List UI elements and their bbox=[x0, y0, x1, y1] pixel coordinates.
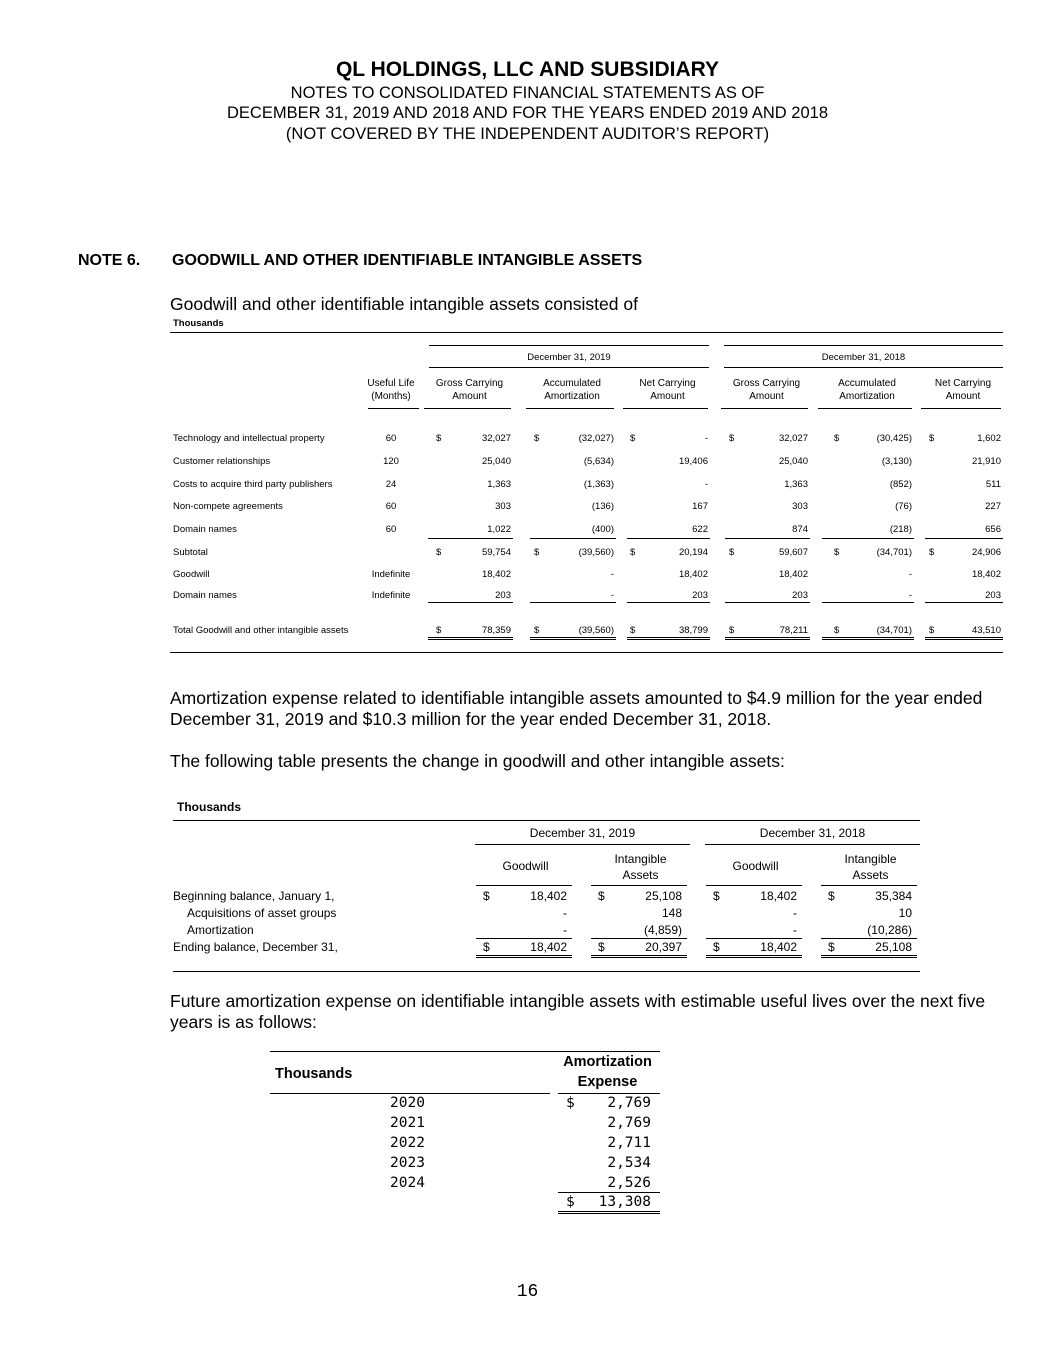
subtotal-rule bbox=[725, 538, 810, 539]
ending-balance-double-rule bbox=[706, 955, 802, 958]
table-cell-value: 25,108 bbox=[645, 889, 682, 903]
column-header-underline bbox=[921, 408, 1001, 409]
header-underline-life bbox=[368, 408, 419, 409]
table-top-rule bbox=[173, 820, 920, 821]
intro-paragraph: Goodwill and other identifiable intangible assets consisted of bbox=[170, 294, 638, 314]
table-cell-value: 203 bbox=[792, 590, 808, 601]
column-header-underline bbox=[721, 408, 808, 409]
table-top-rule bbox=[170, 332, 1003, 333]
period-underline-2018 bbox=[705, 844, 920, 845]
currency-symbol: $ bbox=[534, 625, 540, 636]
table-cell-value: 1,602 bbox=[977, 433, 1001, 444]
table-cell-value: 20,194 bbox=[678, 547, 708, 558]
column-header-underline bbox=[706, 885, 802, 886]
period-underline-2019 bbox=[429, 367, 709, 368]
table-unit-label: Thousands bbox=[177, 800, 242, 814]
table-cell-value: 10 bbox=[898, 906, 912, 920]
column-header-sub: Expense bbox=[577, 1074, 638, 1090]
table-cell-value: - bbox=[793, 906, 797, 920]
currency-symbol: $ bbox=[630, 547, 636, 558]
year-label: 2022 bbox=[390, 1135, 425, 1151]
table-cell-value: 18,402 bbox=[481, 569, 511, 580]
amortization-paragraph: Amortization expense related to identifiable intangible assets amounted to $4.9 million for the year ended December 31, 2019 and $10.3 million for the year ended December 31, 2018. bbox=[170, 688, 983, 729]
table-unit-label: Thousands bbox=[275, 1066, 353, 1082]
note-title: GOODWILL AND OTHER IDENTIFIABLE INTANGIBLE ASSETS bbox=[172, 252, 643, 269]
table-cell-value: 18,402 bbox=[760, 889, 797, 903]
table-cell-value: 303 bbox=[792, 501, 808, 512]
table-cell-value: - bbox=[610, 569, 614, 580]
table-top-rule bbox=[270, 1051, 660, 1052]
table-cell-value: 35,384 bbox=[875, 889, 912, 903]
future-amortization-paragraph: Future amortization expense on identifiable intangible assets with estimable useful lives over the next five years is as follows: bbox=[170, 991, 986, 1032]
table-cell-value: (5,634) bbox=[583, 456, 614, 467]
currency-symbol: $ bbox=[483, 889, 490, 903]
currency-symbol: $ bbox=[729, 433, 735, 444]
useful-life-cell: 120 bbox=[383, 456, 399, 467]
year-label: 2020 bbox=[390, 1095, 425, 1111]
year-label: 2023 bbox=[390, 1155, 425, 1171]
currency-symbol: $ bbox=[713, 940, 720, 954]
column-header-4: Gross Carrying bbox=[732, 378, 801, 389]
table-cell-value: 32,027 bbox=[481, 433, 511, 444]
header-useful-life-sub: (Months) bbox=[371, 391, 411, 402]
amortization-value: 2,534 bbox=[607, 1155, 651, 1171]
table-cell-value: 1,022 bbox=[487, 524, 511, 535]
currency-symbol: $ bbox=[483, 940, 490, 954]
table-unit-label: Thousands bbox=[173, 318, 224, 329]
table-row-label: Technology and intellectual property bbox=[173, 433, 325, 444]
column-header-3: Goodwill bbox=[732, 859, 779, 873]
table-row-label: Costs to acquire third party publishers bbox=[173, 479, 333, 490]
table-cell-value: 203 bbox=[692, 590, 708, 601]
currency-symbol: $ bbox=[598, 940, 605, 954]
currency-symbol: $ bbox=[630, 625, 636, 636]
total-rule bbox=[725, 602, 810, 603]
table-cell-value: 59,754 bbox=[481, 547, 511, 558]
header-line-2: DECEMBER 31, 2019 AND 2018 AND FOR THE YEARS ENDED 2019 AND 2018 bbox=[227, 104, 828, 122]
table-cell-value: 18,402 bbox=[971, 569, 1001, 580]
table-row-label: Customer relationships bbox=[173, 456, 271, 467]
currency-symbol: $ bbox=[834, 433, 840, 444]
currency-symbol: $ bbox=[834, 625, 840, 636]
currency-symbol: $ bbox=[729, 547, 735, 558]
column-header-underline bbox=[623, 408, 708, 409]
header-useful-life: Useful Life bbox=[367, 378, 415, 389]
table-cell-value: - bbox=[563, 923, 567, 937]
period-underline-2019 bbox=[475, 844, 690, 845]
useful-life-cell: 60 bbox=[385, 501, 397, 512]
total-double-rule bbox=[822, 637, 914, 640]
table-cell-value: (39,560) bbox=[578, 625, 614, 636]
table-cell-value: 1,363 bbox=[784, 479, 808, 490]
period-rule-2018 bbox=[724, 345, 1003, 346]
table-cell-value: - bbox=[793, 923, 797, 937]
year-label: 2024 bbox=[390, 1175, 425, 1191]
table-cell-value: (34,701) bbox=[876, 625, 912, 636]
column-header-2: Intangible bbox=[614, 852, 667, 866]
useful-life-cell: Indefinite bbox=[371, 590, 411, 601]
table-cell-value: 303 bbox=[495, 501, 511, 512]
table-cell-value: 25,040 bbox=[778, 456, 808, 467]
table-row-label: Ending balance, December 31, bbox=[173, 940, 338, 954]
table-cell-value: - bbox=[610, 590, 614, 601]
table-cell-value: 18,402 bbox=[530, 889, 567, 903]
table-row-label: Acquisitions of asset groups bbox=[187, 906, 337, 920]
table-cell-value: 59,607 bbox=[778, 547, 808, 558]
table-cell-value: (30,425) bbox=[876, 433, 912, 444]
amortization-value: 2,769 bbox=[607, 1115, 651, 1131]
column-header-4: Intangible bbox=[844, 852, 897, 866]
header-underline-value bbox=[558, 1093, 660, 1094]
total-double-rule bbox=[725, 637, 810, 640]
useful-life-cell: Indefinite bbox=[371, 569, 411, 580]
ending-balance-rule bbox=[821, 938, 917, 939]
column-header-4-sub: Amount bbox=[749, 391, 784, 402]
table-cell-value: 167 bbox=[692, 501, 708, 512]
header-line-1: NOTES TO CONSOLIDATED FINANCIAL STATEMENTS AS OF bbox=[290, 84, 765, 102]
table-row-label: Total Goodwill and other intangible assets bbox=[173, 625, 349, 636]
amortization-value: 2,526 bbox=[607, 1175, 651, 1191]
table-cell-value: (76) bbox=[895, 501, 912, 512]
currency-symbol: $ bbox=[828, 889, 835, 903]
subtotal-rule bbox=[822, 538, 914, 539]
currency-symbol: $ bbox=[566, 1095, 575, 1111]
period-header-2018: December 31, 2018 bbox=[821, 352, 906, 363]
column-header-underline bbox=[818, 408, 912, 409]
column-header-underline bbox=[821, 885, 917, 886]
period-header-2019: December 31, 2019 bbox=[527, 352, 611, 363]
table-cell-value: 18,402 bbox=[678, 569, 708, 580]
table-cell-value: 203 bbox=[985, 590, 1001, 601]
total-rule bbox=[530, 602, 616, 603]
table-cell-value: 203 bbox=[495, 590, 511, 601]
table-cell-value: 18,402 bbox=[760, 940, 797, 954]
period-header-2019: December 31, 2019 bbox=[529, 826, 636, 840]
currency-symbol: $ bbox=[630, 433, 636, 444]
table-cell-value: (10,286) bbox=[867, 923, 912, 937]
column-header-5: Accumulated bbox=[838, 378, 896, 389]
amortization-value: 2,769 bbox=[607, 1095, 651, 1111]
ending-balance-rule bbox=[706, 938, 802, 939]
table-cell-value: 18,402 bbox=[530, 940, 567, 954]
currency-symbol: $ bbox=[598, 889, 605, 903]
table-cell-value: (34,701) bbox=[876, 547, 912, 558]
column-header-2-sub: Amortization bbox=[544, 391, 600, 402]
ending-balance-double-rule bbox=[821, 955, 917, 958]
column-header-underline bbox=[424, 408, 511, 409]
table-cell-value: - bbox=[908, 569, 912, 580]
table-cell-value: 38,799 bbox=[678, 625, 708, 636]
table-cell-value: - bbox=[704, 479, 708, 490]
period-underline-2018 bbox=[724, 367, 1003, 368]
table-cell-value: 24,906 bbox=[971, 547, 1001, 558]
table-cell-value: 19,406 bbox=[678, 456, 708, 467]
table-cell-value: 1,363 bbox=[487, 479, 511, 490]
currency-symbol: $ bbox=[436, 625, 442, 636]
column-header-4-sub: Assets bbox=[852, 868, 889, 882]
currency-symbol: $ bbox=[436, 547, 442, 558]
table-cell-value: (400) bbox=[591, 524, 614, 535]
table-cell-value: 148 bbox=[661, 906, 682, 920]
currency-symbol: $ bbox=[828, 940, 835, 954]
total-double-rule bbox=[558, 1211, 660, 1214]
column-header-6: Net Carrying bbox=[934, 378, 992, 389]
page-number: 16 bbox=[516, 1282, 539, 1302]
useful-life-cell: 60 bbox=[385, 524, 397, 535]
table-cell-value: 18,402 bbox=[778, 569, 808, 580]
currency-symbol: $ bbox=[566, 1194, 575, 1210]
table-cell-value: (4,859) bbox=[643, 923, 682, 937]
column-header-underline bbox=[476, 885, 572, 886]
column-header-1: Goodwill bbox=[502, 859, 549, 873]
company-title: QL HOLDINGS, LLC AND SUBSIDIARY bbox=[335, 58, 720, 81]
column-header-6-sub: Amount bbox=[945, 391, 981, 402]
currency-symbol: $ bbox=[713, 889, 720, 903]
currency-symbol: $ bbox=[834, 547, 840, 558]
subtotal-rule bbox=[530, 538, 616, 539]
subtotal-rule bbox=[428, 538, 513, 539]
column-header-3-sub: Amount bbox=[650, 391, 685, 402]
table-cell-value: (1,363) bbox=[583, 479, 614, 490]
currency-symbol: $ bbox=[534, 433, 540, 444]
table-row-label: Subtotal bbox=[173, 547, 208, 558]
table-cell-value: 25,040 bbox=[481, 456, 511, 467]
table-row-label: Beginning balance, January 1, bbox=[173, 889, 335, 903]
table-cell-value: - bbox=[563, 906, 567, 920]
table-row-label: Amortization bbox=[187, 923, 254, 937]
ending-balance-rule bbox=[591, 938, 687, 939]
table-cell-value: - bbox=[908, 590, 912, 601]
table-cell-value: 511 bbox=[985, 479, 1001, 490]
table-row-label: Goodwill bbox=[173, 569, 210, 580]
ending-balance-double-rule bbox=[591, 955, 687, 958]
table-cell-value: (852) bbox=[889, 479, 912, 490]
table-cell-value: 656 bbox=[985, 524, 1001, 535]
total-rule bbox=[822, 602, 914, 603]
total-value: 13,308 bbox=[598, 1194, 651, 1210]
table-cell-value: 43,510 bbox=[971, 625, 1001, 636]
table-cell-value: 21,910 bbox=[971, 456, 1001, 467]
useful-life-cell: 60 bbox=[385, 433, 397, 444]
year-label: 2021 bbox=[390, 1115, 425, 1131]
period-header-2018: December 31, 2018 bbox=[759, 826, 866, 840]
total-double-rule bbox=[428, 637, 513, 640]
column-header-underline bbox=[526, 408, 614, 409]
header-underline-label bbox=[270, 1093, 550, 1094]
column-header-1: Gross Carrying bbox=[435, 378, 504, 389]
column-header-5-sub: Amortization bbox=[839, 391, 895, 402]
total-rule bbox=[925, 602, 1003, 603]
table-cell-value: 78,211 bbox=[779, 625, 808, 636]
subtotal-rule bbox=[627, 538, 710, 539]
currency-symbol: $ bbox=[534, 547, 540, 558]
currency-symbol: $ bbox=[729, 625, 735, 636]
table-cell-value: 32,027 bbox=[778, 433, 808, 444]
table-cell-value: 20,397 bbox=[645, 940, 682, 954]
currency-symbol: $ bbox=[436, 433, 442, 444]
table-cell-value: 227 bbox=[985, 501, 1001, 512]
table-cell-value: (218) bbox=[889, 524, 912, 535]
column-header-1-sub: Amount bbox=[452, 391, 487, 402]
useful-life-cell: 24 bbox=[385, 479, 397, 490]
table-cell-value: - bbox=[704, 433, 708, 444]
ending-balance-rule bbox=[476, 938, 572, 939]
change-table-intro: The following table presents the change in goodwill and other intangible assets: bbox=[170, 751, 785, 771]
table-bottom-rule bbox=[173, 971, 920, 972]
table-bottom-rule bbox=[170, 652, 1003, 653]
table-row-label: Domain names bbox=[173, 590, 237, 601]
table-cell-value: (39,560) bbox=[578, 547, 614, 558]
total-double-rule bbox=[627, 637, 710, 640]
table-cell-value: 78,359 bbox=[481, 625, 511, 636]
note-number: NOTE 6. bbox=[78, 252, 141, 269]
table-cell-value: (3,130) bbox=[881, 456, 912, 467]
table-cell-value: 25,108 bbox=[875, 940, 912, 954]
column-header-2: Accumulated bbox=[543, 378, 601, 389]
subtotal-rule bbox=[925, 538, 1003, 539]
column-header: Amortization bbox=[563, 1054, 652, 1070]
currency-symbol: $ bbox=[929, 547, 935, 558]
period-rule-2019 bbox=[429, 345, 709, 346]
table-cell-value: 622 bbox=[692, 524, 708, 535]
table-cell-value: 874 bbox=[792, 524, 808, 535]
table-row-label: Non-compete agreements bbox=[173, 501, 283, 512]
table-cell-value: (32,027) bbox=[578, 433, 614, 444]
currency-symbol: $ bbox=[929, 625, 935, 636]
table-cell-value: (136) bbox=[591, 501, 614, 512]
currency-symbol: $ bbox=[929, 433, 935, 444]
total-double-rule bbox=[925, 637, 1003, 640]
ending-balance-double-rule bbox=[476, 955, 572, 958]
total-rule bbox=[428, 602, 513, 603]
header-line-3: (NOT COVERED BY THE INDEPENDENT AUDITOR’S REPORT) bbox=[285, 125, 770, 143]
total-double-rule bbox=[530, 637, 616, 640]
column-header-2-sub: Assets bbox=[622, 868, 659, 882]
column-header-3: Net Carrying bbox=[639, 378, 696, 389]
total-rule bbox=[558, 1192, 660, 1193]
amortization-value: 2,711 bbox=[607, 1135, 651, 1151]
column-header-underline bbox=[591, 885, 687, 886]
total-rule bbox=[627, 602, 710, 603]
table-row-label: Domain names bbox=[173, 524, 237, 535]
